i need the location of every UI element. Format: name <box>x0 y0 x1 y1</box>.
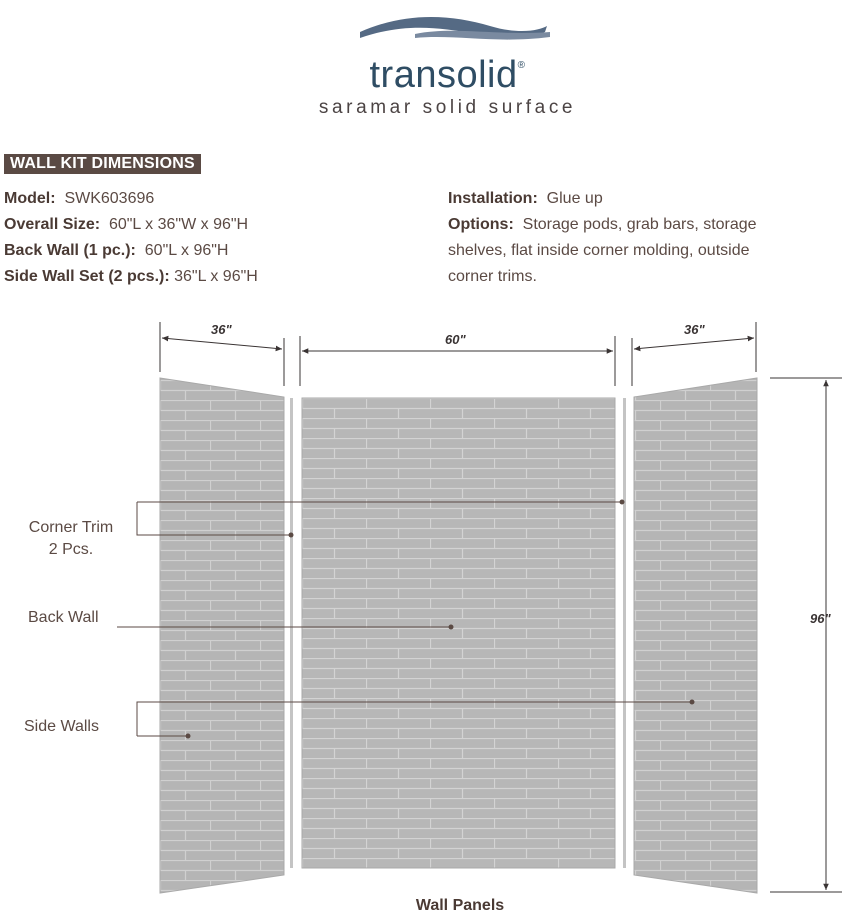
corner-trim-right <box>623 398 626 868</box>
callout-back-wall: Back Wall <box>28 609 99 626</box>
dim-left-width: 36" <box>211 322 232 337</box>
right-side-wall <box>634 378 757 893</box>
brand-tagline: saramar solid surface <box>318 97 577 118</box>
spec-options-line-2: shelves, flat inside corner molding, outside <box>448 242 750 259</box>
back-wall-panel <box>302 398 615 868</box>
spec-back-wall: Back Wall (1 pc.): 60"L x 96"H <box>4 242 229 259</box>
spec-options-line-3: corner trims. <box>448 268 537 285</box>
section-header: WALL KIT DIMENSIONS <box>4 154 201 174</box>
spec-overall-size: Overall Size: 60"L x 36"W x 96"H <box>4 216 249 233</box>
spec-installation: Installation: Glue up <box>448 190 603 207</box>
callout-side-walls: Side Walls <box>24 718 99 735</box>
left-side-wall <box>160 378 284 893</box>
corner-trim-left <box>290 398 293 868</box>
dim-back-width: 60" <box>445 332 466 347</box>
spec-model: Model: SWK603696 <box>4 190 155 207</box>
spec-side-wall-set: Side Wall Set (2 pcs.): 36"L x 96"H <box>4 268 258 285</box>
brand-name: transolid® <box>369 54 526 96</box>
callout-corner-trim: Corner Trim 2 Pcs. <box>28 519 114 558</box>
spec-options: Options: Storage pods, grab bars, storage <box>448 216 757 233</box>
diagram-caption: Wall Panels <box>415 897 505 914</box>
dim-height: 96" <box>810 611 831 626</box>
dim-right-width: 36" <box>684 322 705 337</box>
